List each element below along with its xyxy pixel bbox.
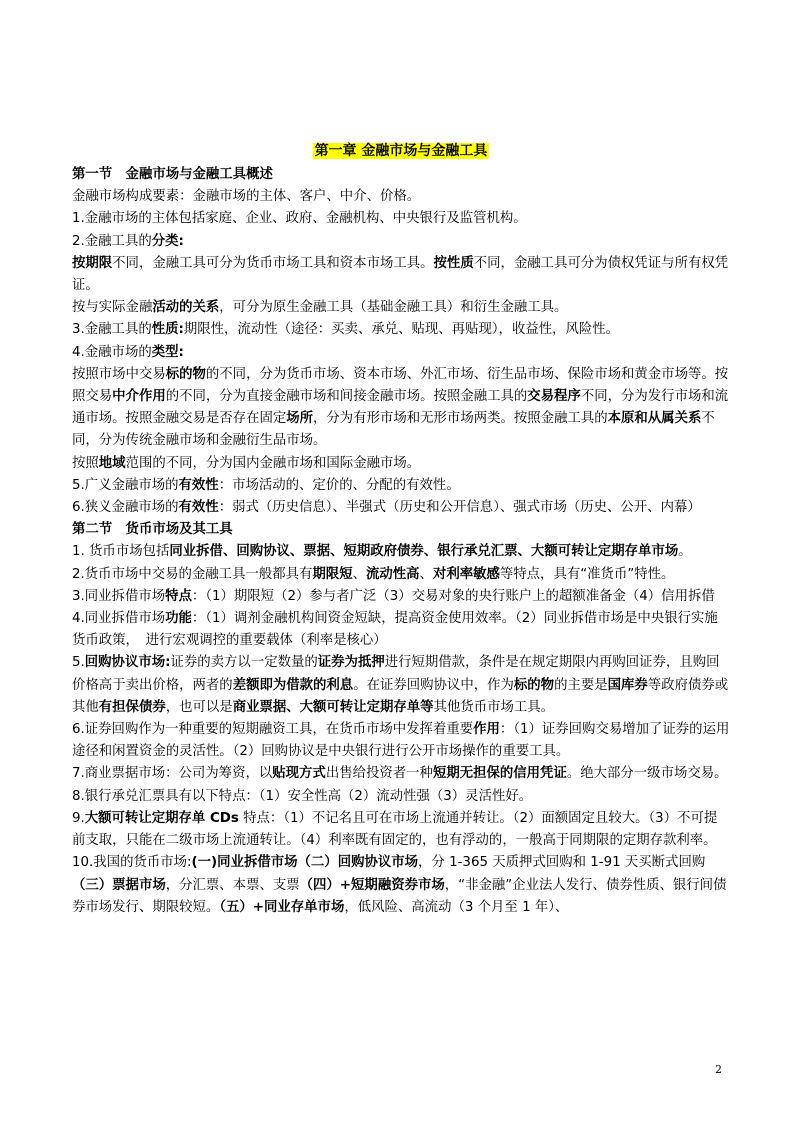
- bold-text-run: 期限短: [312, 566, 353, 582]
- text-run: 4.同业拆借市场: [72, 611, 166, 627]
- paragraph: [72, 541, 730, 563]
- bold-text-run: 功能: [165, 611, 192, 627]
- paragraph: [72, 763, 730, 785]
- bold-text-run: 流动性高: [365, 566, 420, 582]
- bold-text-run: 地域: [98, 455, 126, 471]
- paragraph: [72, 719, 730, 763]
- text-run: 不同，分为传统金融市场和金融衍生品市场。: [72, 411, 715, 449]
- bold-text-run: 分类:: [151, 233, 184, 249]
- bold-text-run: 差额即为借款的利息: [232, 677, 354, 693]
- bold-text-run: 第二节 货币市场及其工具: [72, 522, 233, 538]
- text-run: 不同，分为发行市场和流通市场。按照金融交易是否存在固定: [72, 389, 729, 427]
- text-run: 。: [678, 544, 692, 560]
- text-run: 1. 货币市场包括: [72, 544, 170, 560]
- text-run: 证券的卖方以一定数量的: [170, 655, 318, 671]
- text-run: 等政府债券或其他: [72, 677, 729, 715]
- text-run: 2.金融工具的: [72, 233, 152, 249]
- text-run: 特点：（1）不记名且可在市场上流通并转让。（2）面额固定且较大。（3）不可提前支取，只能在二级市场上流通转让。（4）利率既有固定的，也有浮动的，一般高于同期限的定期存款利率。: [72, 810, 718, 849]
- paragraph: [72, 564, 730, 586]
- paragraph: [72, 253, 730, 297]
- bold-text-run: 有担保债券: [98, 699, 166, 715]
- text-run: 的不同，分为直接金融市场和间接金融市场。按照金融工具的: [165, 389, 528, 405]
- text-run: 4.金融市场的: [72, 344, 152, 360]
- bold-text-run: 证券为抵押: [317, 655, 385, 671]
- paragraph: [72, 586, 730, 608]
- paragraph: [72, 208, 730, 230]
- bold-text-run: 类型:: [151, 344, 184, 360]
- bold-text-run: 同业拆借、回购协议、票据、短期政府债券、银行承兑汇票、大额可转让定期存单市场: [169, 544, 679, 560]
- bold-text-run: 短期无担保的信用凭证: [432, 766, 567, 782]
- paragraph: [72, 475, 730, 497]
- chapter-title-text: 第一章 金融市场与金融工具: [314, 143, 488, 159]
- page-number: 2: [715, 1063, 722, 1076]
- bold-text-run: 有效性: [178, 477, 219, 493]
- bold-text-run: 标的物: [513, 677, 555, 693]
- bold-text-run: 商业票据、大额可转让定期存单等: [232, 699, 434, 715]
- text-run: 不同，金融工具可分为货币市场工具和资本市场工具。: [112, 255, 434, 271]
- paragraph: [72, 342, 730, 364]
- bold-text-run: 中介作用: [112, 389, 166, 405]
- text-run: 2.货币市场中交易的金融工具一般都具有: [72, 566, 313, 582]
- bold-text-run: 第一节 金融市场与金融工具概述: [72, 167, 273, 182]
- text-run: 8.银行承兑汇票具有以下特点：（1）安全性高（2）流动性强（3）灵活性好。: [72, 788, 533, 804]
- text-run: 进行短期借款，条件是在规定期限内再购回证券，且购回价格高于卖出价格，两者的: [72, 655, 720, 693]
- paragraph: [72, 786, 730, 808]
- text-run: 不同，金融工具可分为债权凭证与所有权凭证。: [72, 255, 729, 294]
- text-run: ，分为有形市场和无形市场两类。按照金融工具的: [313, 411, 608, 427]
- text-run: 出售给投资者一种: [325, 766, 433, 782]
- bold-text-run: 交易程序: [527, 389, 581, 405]
- text-run: 等特点，具有“准货币”特性。: [499, 566, 675, 582]
- text-run: 的主要是: [554, 677, 608, 693]
- bold-text-run: 本原和从属关系: [607, 411, 702, 427]
- text-run: ，低风险、高流动（3 个月至 1 年）、: [344, 899, 569, 915]
- text-run: 。绝大部分一级市场交易。: [566, 766, 728, 782]
- paragraph: [72, 186, 730, 208]
- bold-text-run: (一)同业拆借市场（二）回购协议市场: [191, 855, 419, 871]
- text-run: 3.同业拆借市场: [72, 588, 166, 604]
- text-run: 5.: [72, 655, 85, 671]
- text-run: ：（1）期限短（2）参与者广泛（3）交易对象的央行账户上的超额准备金（4）信用拆借: [191, 588, 715, 604]
- text-run: 10.我国的货币市场:: [72, 855, 192, 871]
- text-run: 的不同，分为货币市场、资本市场、外汇市场、衍生品市场、保险市场和黄金市场等。按照交易: [72, 366, 729, 405]
- bold-text-run: 对利率敏感: [432, 566, 500, 582]
- text-run: 1.金融市场的主体包括家庭、企业、政府、金融机构、中央银行及监管机构。: [72, 211, 527, 227]
- text-run: 、: [352, 566, 366, 582]
- paragraph: [72, 231, 730, 253]
- bold-text-run: （四）+短期融资券市场: [299, 877, 445, 893]
- paragraph: [72, 497, 730, 519]
- bold-text-run: 按性质: [433, 255, 474, 271]
- bold-text-run: 按期限: [72, 255, 113, 271]
- text-run: ：（1）调剂金融机构间资金短缺，提高资金使用效率。（2）同业拆借市场是中央银行实施货币政策， 进行宏观调控的重要载体（利率是核心）: [72, 611, 718, 649]
- paragraph: [72, 364, 730, 453]
- text-run: 其他货币市场工具。: [433, 699, 555, 715]
- text-run: ，“非金融”企业法人发行、债券性质、银行间债券市场发行、期限较短。: [72, 877, 727, 915]
- text-run: 、: [419, 566, 433, 582]
- text-run: ，分汇票、本票、支票: [165, 877, 300, 893]
- paragraph: [72, 453, 730, 475]
- text-run: 6.狭义金融市场的: [72, 500, 179, 516]
- chapter-title: [72, 140, 730, 160]
- paragraph: [72, 608, 730, 652]
- text-run: 金融市场构成要素：金融市场的主体、客户、中介、价格。: [72, 189, 421, 205]
- bold-text-run: （五）+同业存单市场: [219, 899, 345, 915]
- text-run: 5.广义金融市场的: [72, 477, 179, 493]
- bold-text-run: 标的物: [165, 366, 206, 382]
- bold-text-run: （三）票据市场: [72, 877, 166, 893]
- document-body: [72, 164, 730, 919]
- text-run: 3.金融工具的: [72, 322, 152, 338]
- document-page: [72, 140, 730, 919]
- text-run: 范围的不同，分为国内金融市场和国际金融市场。: [125, 455, 421, 471]
- bold-text-run: 有效性: [178, 500, 219, 516]
- text-run: 按与实际金融: [72, 300, 153, 316]
- bold-text-run: 贴现方式: [272, 766, 326, 782]
- bold-text-run: 性质:: [151, 322, 184, 338]
- text-run: 6.证券回购作为一种重要的短期融资工具，在货币市场中发挥着重要: [72, 722, 474, 738]
- text-run: ：（1）证券回购交易增加了证券的运用途径和闲置资金的灵活性。（2）回购协议是中央银行进行公开市场操作的重要工具。: [72, 722, 730, 760]
- text-run: ，分 1-365 天质押式回购和 1-91 天买断式回购: [418, 855, 706, 871]
- text-run: 7.商业票据市场：公司为筹资，以: [72, 766, 273, 782]
- paragraph: [72, 808, 730, 852]
- paragraph: [72, 164, 730, 186]
- text-run: 。在证券回购协议中，作为: [353, 677, 514, 693]
- paragraph: [72, 319, 730, 341]
- text-run: 9.: [72, 810, 85, 826]
- bold-text-run: 场所: [286, 411, 314, 427]
- bold-text-run: 作用: [473, 722, 500, 738]
- text-run: 按照市场中交易: [72, 366, 166, 382]
- text-run: ：市场活动的、定价的、分配的有效性。: [218, 477, 460, 493]
- bold-text-run: 活动的关系: [152, 300, 220, 316]
- text-run: ，可分为原生金融工具（基础金融工具）和衍生金融工具。: [219, 300, 568, 316]
- text-run: ：弱式（历史信息）、半强式（历史和公开信息）、强式市场（历史、公开、内幕）: [218, 500, 701, 516]
- paragraph: [72, 297, 730, 319]
- bold-text-run: 回购协议市场:: [84, 655, 171, 671]
- paragraph: [72, 852, 730, 919]
- text-run: 按照: [72, 455, 99, 471]
- bold-text-run: 大额可转让定期存单 CDs: [84, 810, 239, 826]
- paragraph: [72, 652, 730, 719]
- text-run: 期限性，流动性（途径：买卖、承兑、贴现、再贴现），收益性，风险性。: [183, 322, 620, 338]
- text-run: ，也可以是: [165, 699, 233, 715]
- paragraph: [72, 519, 730, 541]
- bold-text-run: 国库券: [607, 677, 648, 693]
- bold-text-run: 特点: [165, 588, 192, 604]
